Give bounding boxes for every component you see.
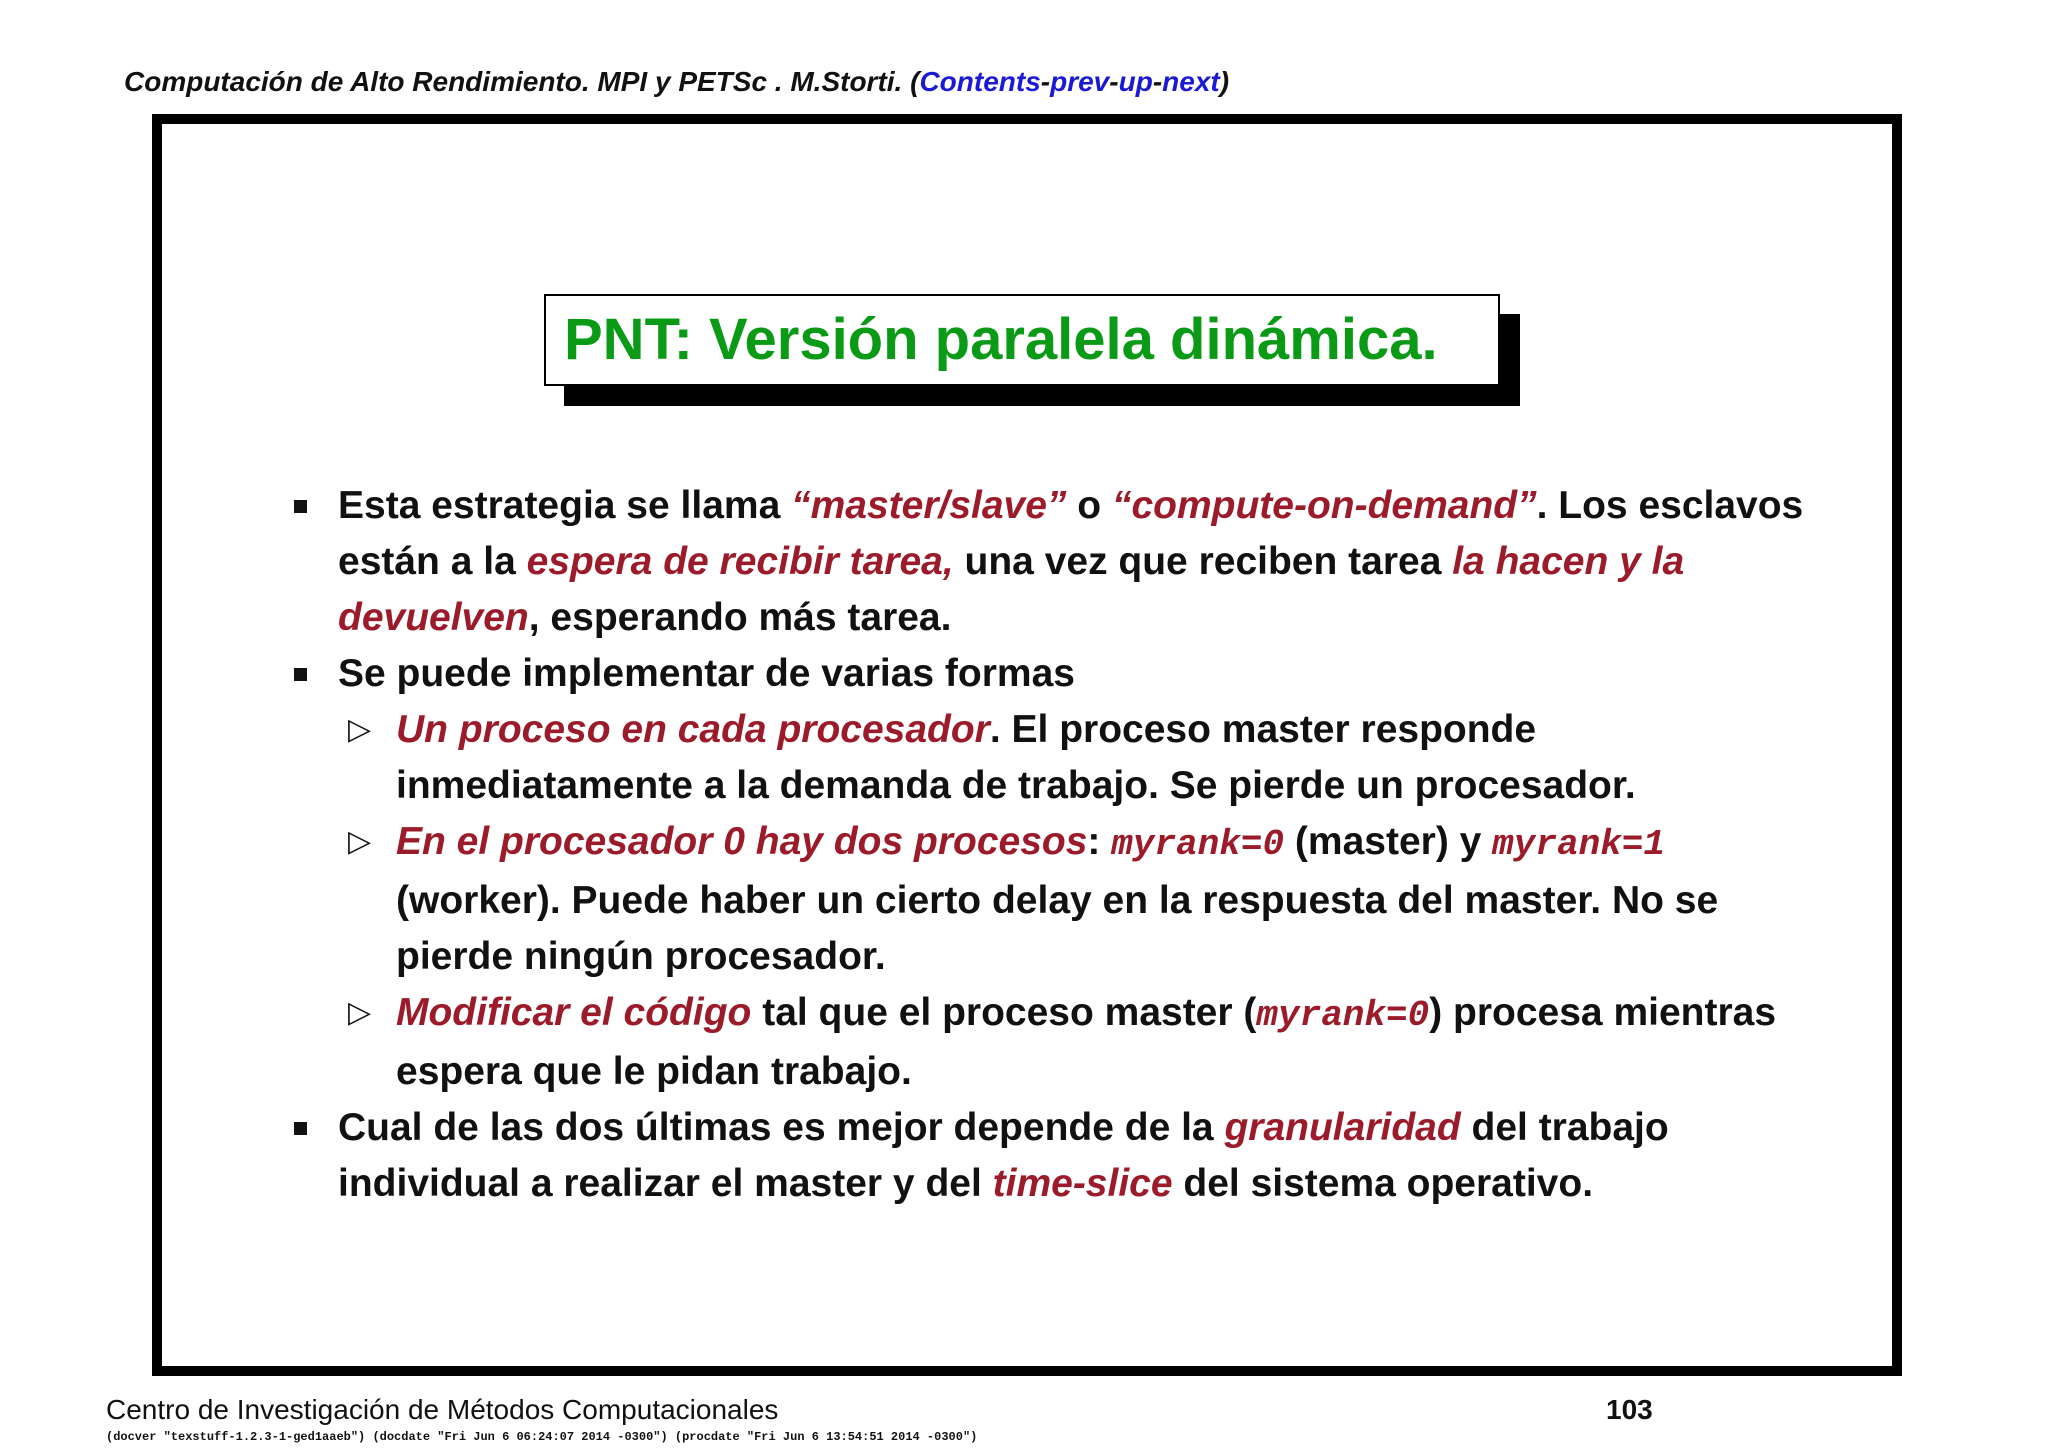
nav-contents-link[interactable]: Contents: [919, 66, 1041, 97]
triangle-right-icon: ▷: [348, 713, 372, 746]
header-close: ): [1219, 66, 1230, 97]
page-number: 103: [1606, 1394, 1653, 1425]
sub-item-2: [290, 814, 1830, 985]
bullet-1-emphasis-1: “master/slave”: [791, 484, 1067, 527]
slide-title: PNT: Versión paralela dinámica.: [544, 294, 1500, 386]
slide-content: [290, 478, 1830, 1212]
page-header: [124, 66, 1229, 98]
bullet-item-2: [290, 646, 1830, 702]
nav-prev-link[interactable]: prev: [1050, 66, 1110, 97]
square-bullet-icon: [294, 500, 307, 513]
square-bullet-icon: [294, 668, 307, 681]
sub-2-text-3: (worker). Puede haber un cierto delay en la respuesta del master. No se pierde ningún procesador.: [396, 879, 1719, 978]
bullet-1-text-4: una vez que reciben tarea: [953, 540, 1453, 583]
sub-item-3: [290, 985, 1830, 1100]
triangle-right-icon: ▷: [348, 825, 372, 858]
sub-3-emphasis: Modificar el código: [396, 991, 752, 1034]
sub-item-1: [290, 702, 1830, 814]
bullet-3-emphasis-2: time-slice: [992, 1162, 1173, 1205]
version-info: (docver "texstuff-1.2.3-1-ged1aaeb") (docdate "Fri Jun 6 06:24:07 2014 -0300") (procdate "Fri Jun 6 13:54:51 2014 -0300"): [106, 1430, 978, 1444]
bullet-3-text-1: Cual de las dos últimas es mejor depende de la: [338, 1106, 1225, 1149]
sub-2-text-1: :: [1087, 820, 1112, 863]
footer-institution: Centro de Investigación de Métodos Computacionales: [106, 1394, 779, 1425]
bullet-1-emphasis-2: “compute-on-demand”: [1111, 484, 1537, 527]
sub-3-text-1: tal que el proceso master (: [751, 991, 1257, 1034]
triangle-right-icon: ▷: [348, 996, 372, 1029]
sub-2-code-1: myrank=0: [1111, 824, 1285, 865]
nav-sep-1: -: [1040, 66, 1051, 97]
bullet-item-1: [290, 478, 1830, 646]
bullet-1-text-5: , esperando más tarea.: [528, 596, 952, 639]
bullet-1-text-1: Esta estrategia se llama: [338, 484, 792, 527]
bullet-1-emphasis-3: espera de recibir tarea,: [526, 540, 954, 583]
bullet-3-text-2: del trabajo individual a realizar el master y del: [338, 1106, 1669, 1205]
square-bullet-icon: [294, 1122, 307, 1135]
nav-sep-3: -: [1152, 66, 1163, 97]
bullet-1-emphasis-4: la hacen y la devuelven: [338, 540, 1685, 639]
bullet-1-text-3: . Los esclavos están a la: [338, 484, 1804, 583]
sub-3-text-2: ) procesa mientras espera que le pidan trabajo.: [396, 991, 1777, 1093]
sub-2-emphasis: En el procesador 0 hay dos procesos: [396, 820, 1088, 863]
bullet-3-text-3: del sistema operativo.: [1172, 1162, 1594, 1205]
sub-3-code-1: myrank=0: [1256, 995, 1430, 1036]
bullet-3-emphasis-1: granularidad: [1224, 1106, 1461, 1149]
sub-2-code-2: myrank=1: [1492, 824, 1665, 865]
nav-next-link[interactable]: next: [1162, 66, 1220, 97]
header-text: Computación de Alto Rendimiento. MPI y PETSc . M.Storti. (: [124, 66, 920, 97]
nav-sep-2: -: [1109, 66, 1119, 97]
sub-2-text-2: (master) y: [1284, 820, 1493, 863]
bullet-1-text-2: o: [1066, 484, 1112, 527]
sub-1-text: . El proceso master responde inmediatamente a la demanda de trabajo. Se pierde un procesador.: [396, 708, 1636, 807]
nav-up-link[interactable]: up: [1118, 66, 1153, 97]
bullet-item-3: [290, 1100, 1830, 1212]
sub-1-emphasis: Un proceso en cada procesador: [396, 708, 990, 751]
bullet-2-text-1: Se puede implementar de varias formas: [338, 652, 1075, 695]
